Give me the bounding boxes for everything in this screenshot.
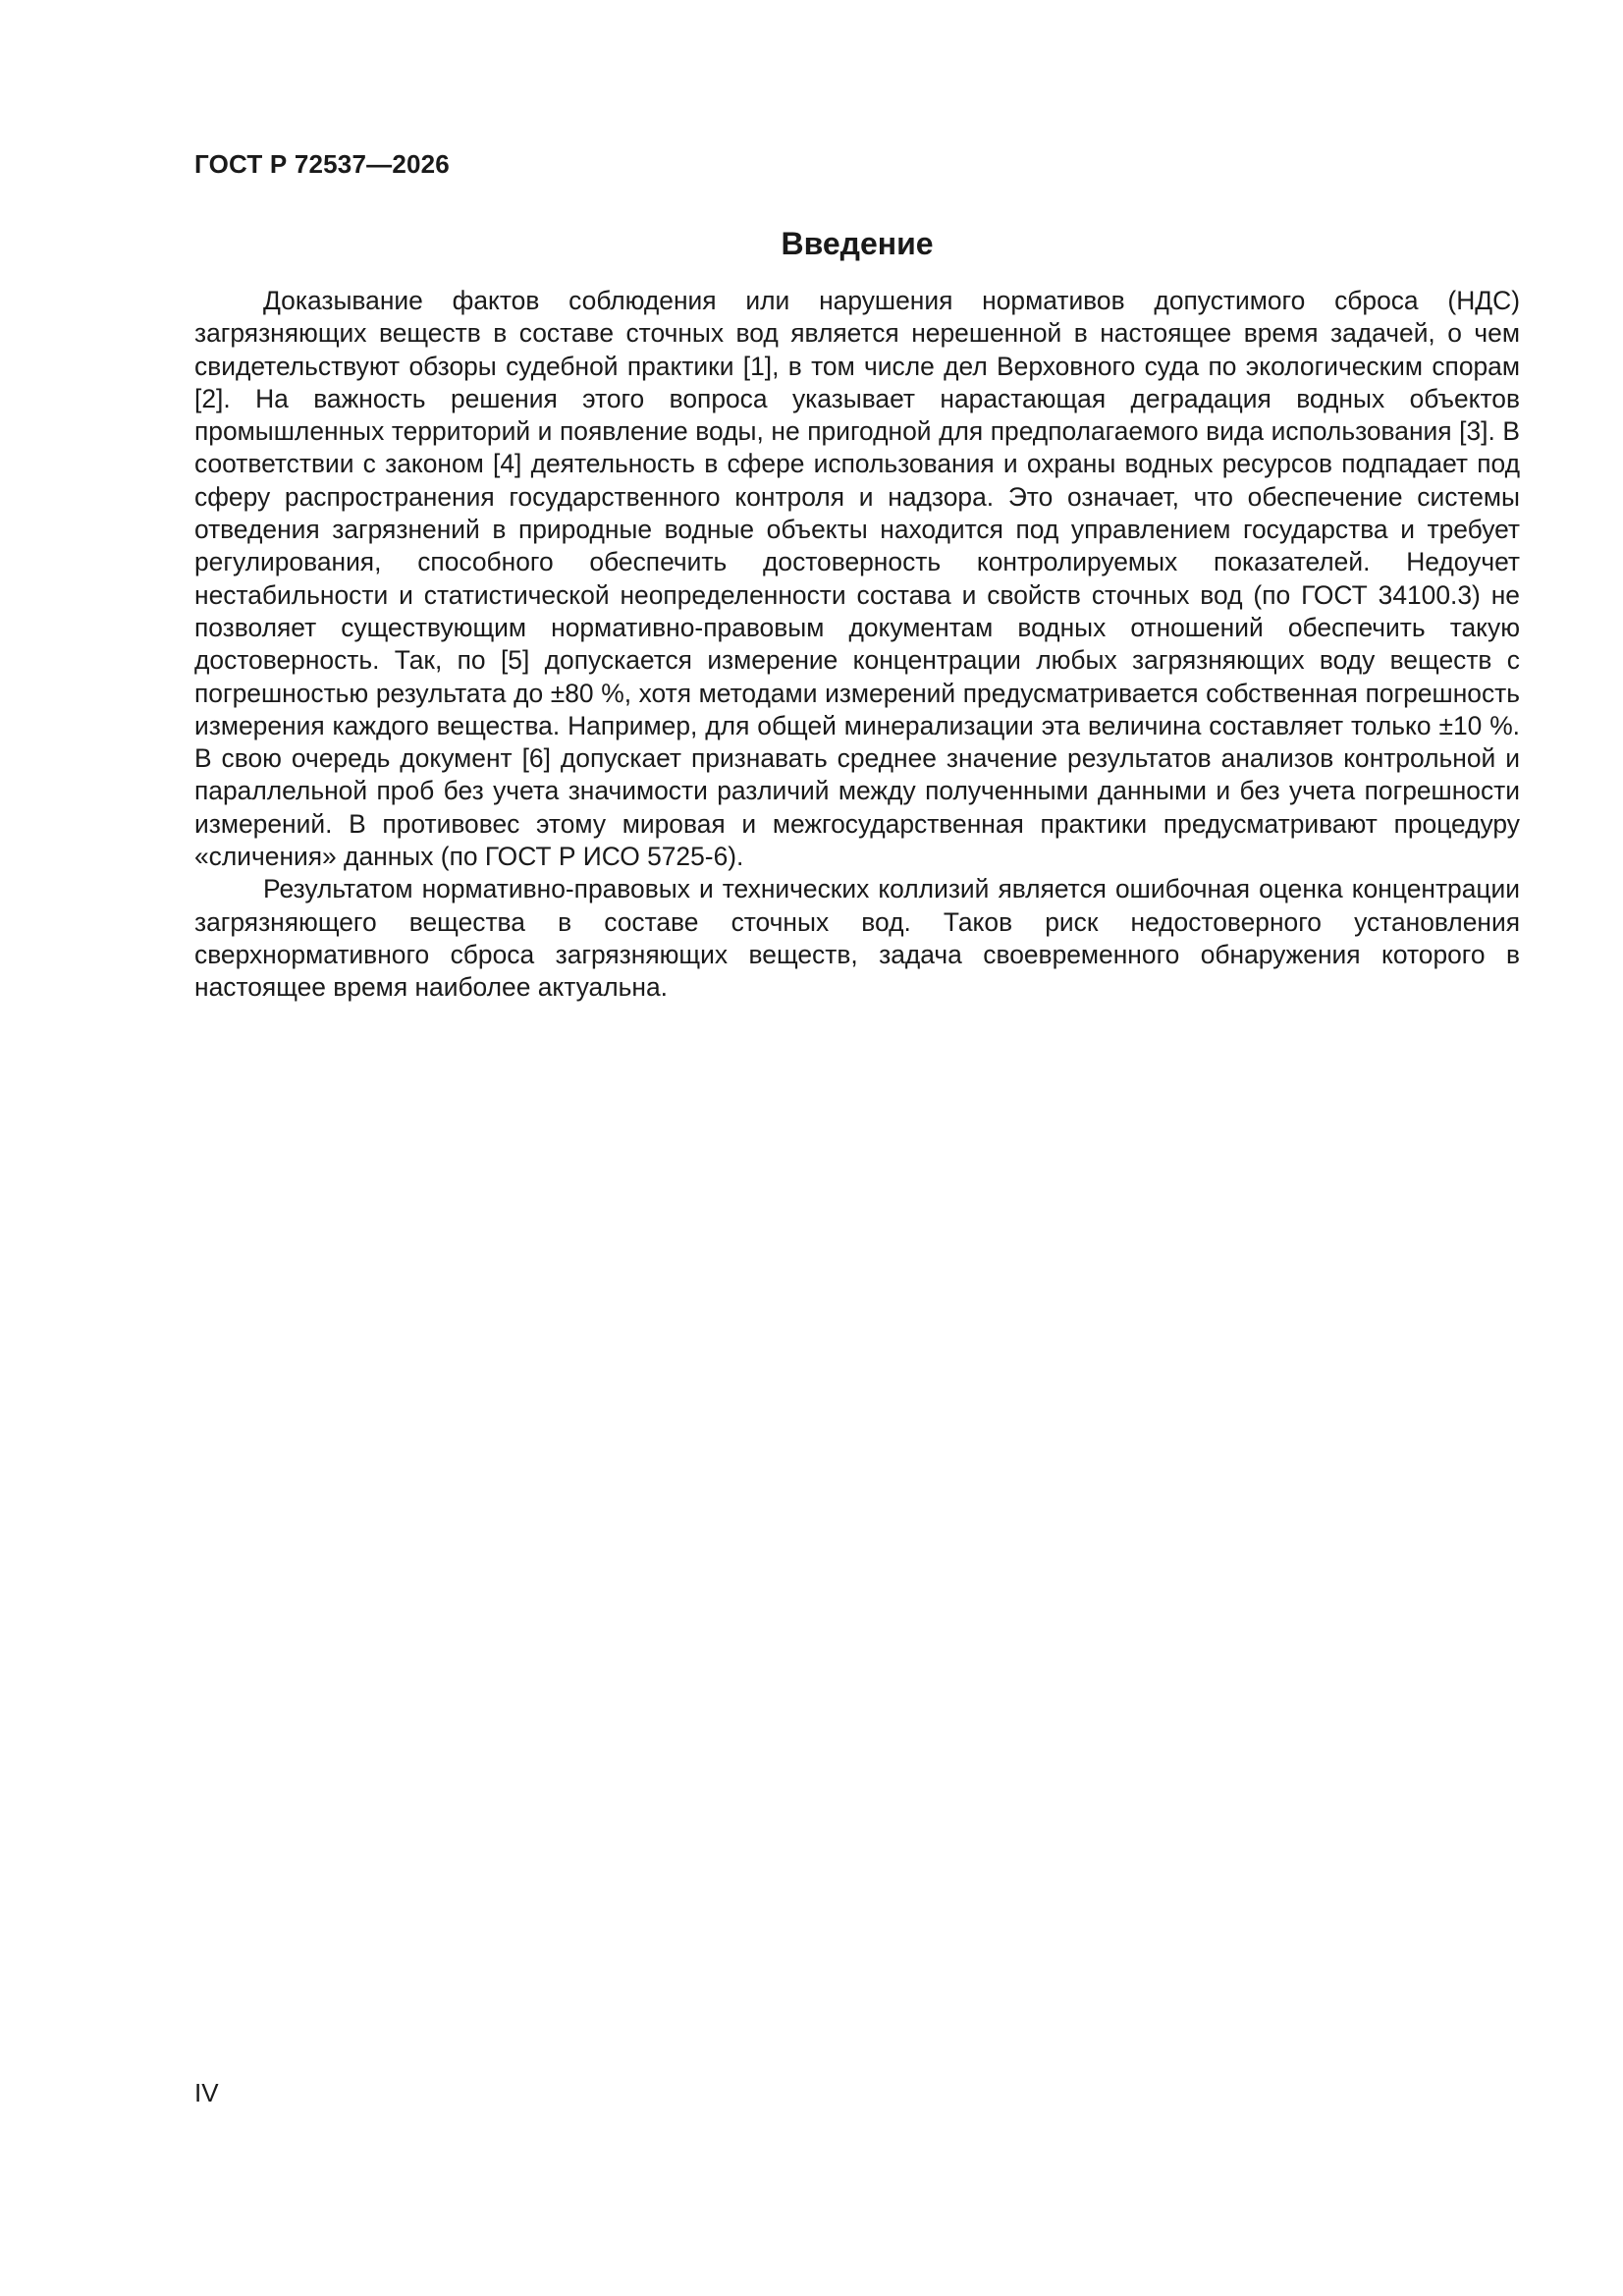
body-text [194, 285, 1520, 1005]
paragraph: Результатом нормативно-правовых и технических коллизий является ошибочная оценка концентрации загрязняющего вещества в составе сточных вод. Таков риск недостоверного установления сверхнормативного сброса загрязняющих веществ, задача своевременного обнаружения которого в настоящее время наиболее актуальна. [194, 874, 1520, 1003]
section-title: Введение [781, 226, 934, 261]
document-header: ГОСТ Р 72537—2026 [194, 149, 450, 179]
paragraph: Доказывание фактов соблюдения или нарушения нормативов допустимого сброса (НДС) загрязняющих веществ в составе сточных вод является нерешенной в настоящее время задачей, о чем свидетельствуют обзоры судебной практики [1], в том числе дел Верховного суда по экологическим спорам [2]. На важность решения этого вопроса указывает нарастающая деградация водных объектов промышленных территорий и появление воды, не пригодной для предполагаемого вида использования [3]. В соответствии с законом [4] деятельность в сфере использования и охраны водных ресурсов подпадает под сферу распространения государственного контроля и надзора. Это означает, что обеспечение системы отведения загрязнений в природные водные объекты находится под управлением государства и требует регулирования, способного обеспечить достоверность контролируемых показателей. Недоучет нестабильности и статистической неопределенности состава и свойств сточных вод (по ГОСТ 34100.3) не позволяет существующим нормативно-правовым документам водных отношений обеспечить такую достоверность. Так, по [5] допускается измерение концентрации любых загрязняющих воду веществ с погрешностью результата до ±80 %, хотя методами измерений предусматривается собственная погрешность измерения каждого вещества. Например, для общей минерализации эта величина составляет только ±10 %. В свою очередь документ [6] допускает признавать среднее значение результатов анализов контрольной и параллельной проб без учета значимости различий между полученными данными и без учета погрешности измерений. В противовес этому мировая и межгосударственная практики предусматривают процедуру «сличения» данных (по ГОСТ Р ИСО 5725-6). [194, 286, 1520, 872]
page-number: IV [194, 2078, 219, 2107]
